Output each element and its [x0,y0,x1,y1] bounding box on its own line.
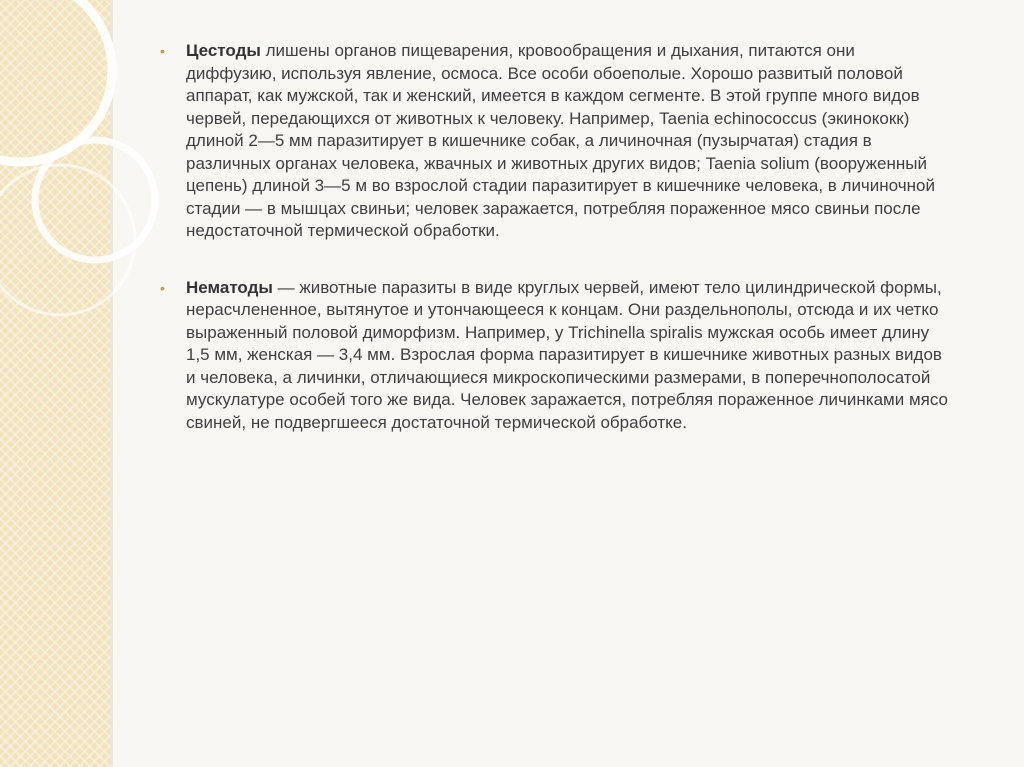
term-nematodes: Нематоды [186,277,273,297]
bullet-marker-icon: • [160,43,165,59]
bullet-marker-icon: • [160,279,165,296]
paragraph-nematodes: — животные паразиты в виде круглых червей, имеют тело цилиндрической формы, нерасчлененное, вытянутое и утончающееся к концам. Они раздельнополы, отсюда и их четко выраженный половой диморфизм. Например, у Trichinella spiralis мужская особь имеет длину 1,5 мм, женская — 3,4 мм. Взрослая форма паразитирует в кишечнике животных разных видов и человека, а личинки, отличающиеся микроскопическими размерами, в поперечнополосатой мускулатуре особей того же вида. Человек заражается, потребляя пораженное личинками мясо свиней, не подвергшееся достаточной термической обработке. [186,277,948,432]
term-cestodes: Цестоды [186,41,261,60]
paragraph-cestodes: лишены органов пищеварения, кровообращения и дыхания, питаются они диффузию, используя явление, осмоса. Все особи обоеполые. Хорошо развитый половой аппарат, как мужской, так и женский, имеется в каждом сегменте. В этой группе много видов червей, передающихся от животных к человеку. Например, Taenia echinococcus (экинококк) длиной 2—5 мм паразитирует в кишечнике собак, а личиночная (пузырчатая) стадия в различных органах человека, жвачных и животных других видов; Taenia solium (вооруженный цепень) длиной 3—5 м во взрослой стадии паразитирует в кишечнике человека, в личиночной стадии — в мышцах свиньи; человек заражается, потребляя пораженное мясо свиньи после недостаточной термической обработки. [186,41,935,240]
bullet-cestodes [160,40,950,243]
bullet-nematodes [160,277,950,435]
slide-content [160,40,950,468]
